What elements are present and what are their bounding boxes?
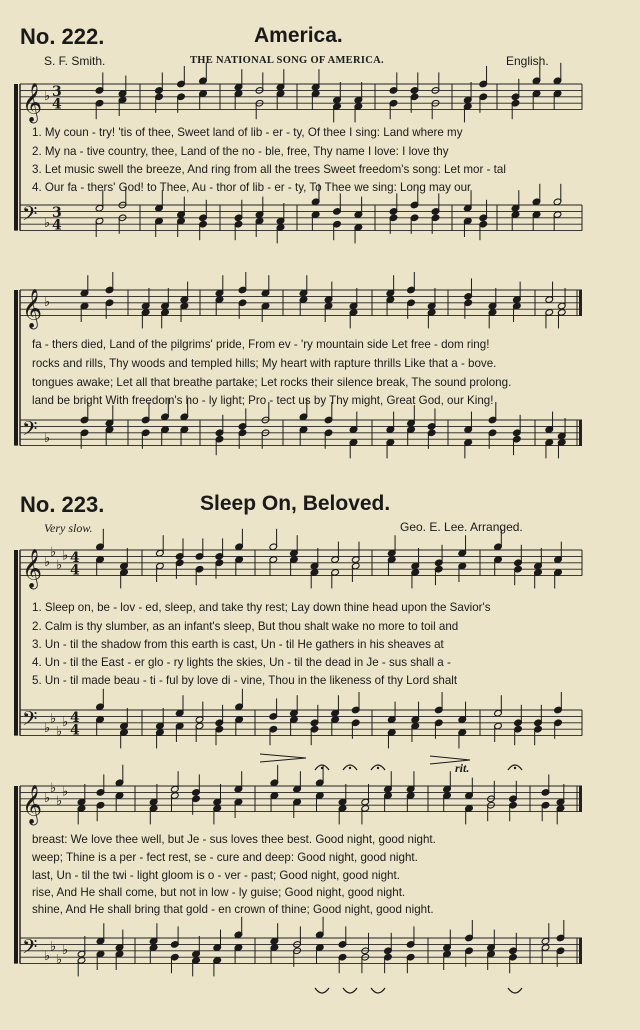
fermata-icon <box>377 767 379 769</box>
flat-icon: ♭ <box>44 554 51 570</box>
tempo-marking: Very slow. <box>44 521 93 535</box>
lyric-line: shine, And He shall bring that gold - en crown of thine; Good night, good night. <box>32 903 434 916</box>
lyric-line: 3. Let music swell the breeze, And ring from all the trees Sweet freedom's song: Let mor - tal <box>32 163 506 176</box>
lyric-line: land be bright With freedom's ho - ly light; Pro - tect us by Thy might, Great God, our King! <box>32 394 494 407</box>
lyric-line: weep; Thine is a per - fect rest, se - cure and deep: Good night, good night. <box>32 851 418 864</box>
flat-icon: ♭ <box>50 781 57 797</box>
fermata-icon <box>315 988 329 993</box>
system-bracket <box>14 290 18 446</box>
clef-icon: 𝄢 <box>22 935 38 964</box>
flat-icon: ♭ <box>62 784 69 800</box>
lyric-line: 4. Our fa - thers' God! to Thee, Au - thor of lib - er - ty, To Thee we sing: Long may our <box>32 181 471 194</box>
final-barline <box>579 290 582 316</box>
system-bracket <box>14 550 18 736</box>
flat-icon: ♭ <box>56 558 63 573</box>
lyric-line: 1. My coun - try! 'tis of thee, Sweet land of lib - er - ty, Of thee I sing: Land where my <box>32 126 463 139</box>
fermata-icon <box>508 988 522 993</box>
clef-icon: 𝄢 <box>22 202 38 231</box>
hymn-subtitle: THE NATIONAL SONG OF AMERICA. <box>190 55 384 66</box>
time-signature: 4 <box>70 722 80 739</box>
lyric-line: rocks and rills, Thy woods and templed hills; My heart with rapture thrills Like that a - bove. <box>32 357 497 370</box>
lyric-line: 5. Un - til made beau - ti - ful by love di - vine, Thou in the likeness of thy Lord shalt <box>32 674 458 687</box>
lyric-line: rise, And He shall come, but not in low - ly guise; Good night, good night. <box>32 886 406 899</box>
flat-icon: ♭ <box>44 216 51 232</box>
time-signature: 3 <box>52 204 62 221</box>
flat-icon: ♭ <box>50 711 57 727</box>
flat-icon: ♭ <box>44 88 51 104</box>
fermata-icon <box>371 988 385 993</box>
system-bracket <box>14 786 18 964</box>
clef-icon: 𝄞 <box>22 82 43 123</box>
lyric-line: 2. My na - tive country, thee, Land of the no - ble, free, Thy name I love: I love thy <box>32 145 449 158</box>
flat-icon: ♭ <box>44 431 51 447</box>
lyric-line: breast: We love thee well, but Je - sus loves thee best. Good night, good night. <box>32 833 436 846</box>
time-signature: 4 <box>52 96 62 113</box>
lyric-line: 2. Calm is thy slumber, as an infant's sleep, But thou shalt wake no more to toil and <box>32 620 459 633</box>
final-barline <box>579 420 582 446</box>
flat-icon: ♭ <box>62 714 69 730</box>
ritardando-marking: rit. <box>455 761 470 775</box>
flat-icon: ♭ <box>50 939 57 955</box>
flat-icon: ♭ <box>62 548 69 564</box>
clef-icon: 𝄞 <box>22 548 43 589</box>
time-signature: 3 <box>52 83 62 100</box>
lyric-line: last, Un - til the twi - light gloom is o - ver - past; Good night, good night. <box>32 869 400 882</box>
flat-icon: ♭ <box>44 294 51 310</box>
flat-icon: ♭ <box>44 721 51 737</box>
time-signature: 4 <box>70 709 80 726</box>
author-credit: S. F. Smith. <box>44 54 106 68</box>
lyric-line: 4. Un - til the East - er glo - ry lights the skies, Un - til the dead in Je - sus shall a - <box>32 656 451 669</box>
hymn-number: No. 222. <box>20 24 105 49</box>
flat-icon: ♭ <box>56 724 63 740</box>
final-barline <box>579 786 582 812</box>
decrescendo-icon <box>260 754 306 762</box>
composer-credit: Geo. E. Lee. Arranged. <box>400 520 523 534</box>
hymn-title: America. <box>254 24 343 47</box>
lyric-line: fa - thers died, Land of the pilgrims' pride, From ev - 'ry mountain side Let free - dom ring! <box>32 338 490 351</box>
fermata-icon <box>321 767 323 769</box>
lyric-line: tongues awake; Let all that breathe partake; Let rocks their silence break, The sound prolong. <box>32 376 512 389</box>
fermata-icon <box>514 767 516 769</box>
flat-icon: ♭ <box>44 790 51 806</box>
fermata-icon <box>349 767 351 769</box>
clef-icon: 𝄢 <box>22 417 38 446</box>
flat-icon: ♭ <box>44 949 51 965</box>
lyric-line: 1. Sleep on, be - lov - ed, sleep, and take thy rest; Lay down thine head upon the Savior's <box>32 601 491 614</box>
final-barline <box>579 938 582 964</box>
hymn-number: No. 223. <box>20 492 105 517</box>
clef-icon: 𝄢 <box>22 707 38 736</box>
flat-icon: ♭ <box>56 794 63 809</box>
time-signature: 4 <box>70 549 80 566</box>
flat-icon: ♭ <box>56 952 63 968</box>
fermata-icon <box>343 988 357 993</box>
flat-icon: ♭ <box>50 545 57 561</box>
clef-icon: 𝄞 <box>22 784 43 825</box>
hymn-title: Sleep On, Beloved. <box>200 492 391 515</box>
lyric-line: 3. Un - til the shadow from this earth is cast, Un - til He gathers in his sheaves at <box>32 638 444 651</box>
system-bracket <box>14 84 18 231</box>
clef-icon: 𝄞 <box>22 288 43 329</box>
tune-credit: English. <box>506 54 549 68</box>
flat-icon: ♭ <box>62 942 69 958</box>
time-signature: 4 <box>70 562 80 579</box>
time-signature: 4 <box>52 217 62 234</box>
